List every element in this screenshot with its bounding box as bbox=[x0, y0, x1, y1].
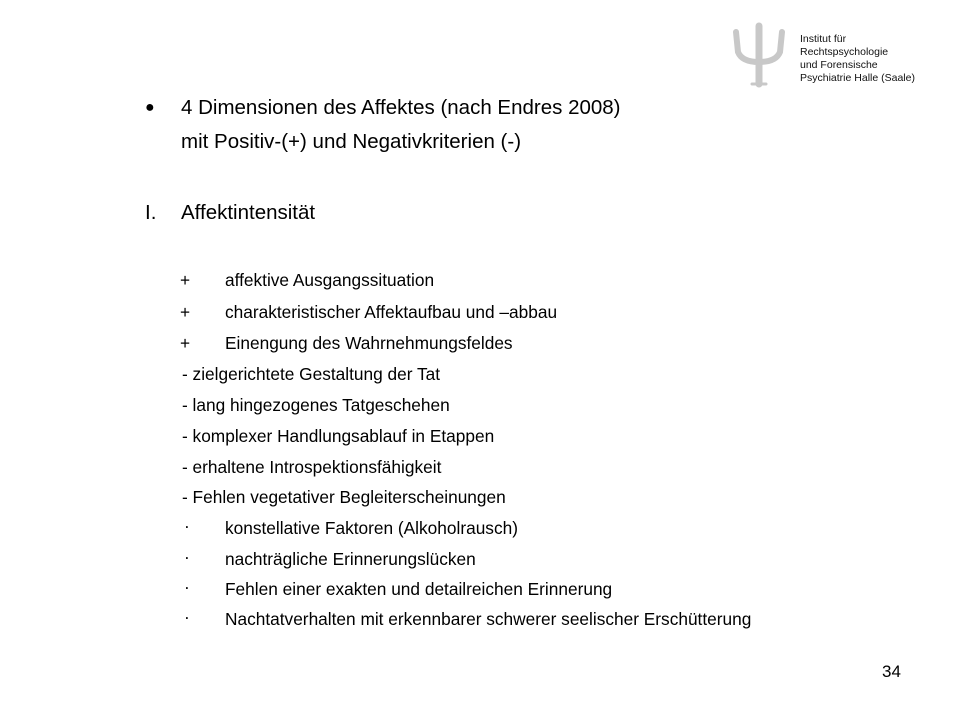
psi-logo-icon bbox=[728, 22, 790, 88]
neutral-marker: · bbox=[184, 607, 190, 627]
neutral-criterion: konstellative Faktoren (Alkoholrausch) bbox=[225, 518, 518, 538]
section-title: Affektintensität bbox=[181, 201, 316, 224]
heading-bullet-icon: ● bbox=[145, 99, 155, 116]
positive-marker: + bbox=[180, 333, 191, 353]
neutral-marker: · bbox=[184, 577, 190, 597]
neutral-criterion: nachträgliche Erinnerungslücken bbox=[225, 549, 476, 569]
positive-criterion: Einengung des Wahrnehmungsfeldes bbox=[225, 333, 513, 353]
page-number: 34 bbox=[882, 662, 901, 681]
negative-criterion: - erhaltene Introspektionsfähigkeit bbox=[182, 457, 442, 477]
heading-line-1: 4 Dimensionen des Affektes (nach Endres 2008) bbox=[181, 96, 621, 119]
negative-criterion: - komplexer Handlungsablauf in Etappen bbox=[182, 426, 495, 446]
institute-line: Rechtspsychologie bbox=[800, 46, 889, 58]
neutral-criterion: Fehlen einer exakten und detailreichen Erinnerung bbox=[225, 579, 613, 599]
negative-criterion: - lang hingezogenes Tatgeschehen bbox=[182, 395, 450, 415]
positive-marker: + bbox=[180, 270, 191, 290]
negative-criterion: - Fehlen vegetativer Begleiterscheinungen bbox=[182, 487, 506, 507]
neutral-criterion: Nachtatverhalten mit erkennbarer schwerer seelischer Erschütterung bbox=[225, 609, 752, 629]
positive-criterion: charakteristischer Affektaufbau und –abbau bbox=[225, 302, 558, 322]
positive-marker: + bbox=[180, 302, 191, 322]
institute-line: Psychiatrie Halle (Saale) bbox=[800, 72, 915, 84]
institute-line: und Forensische bbox=[800, 59, 878, 71]
negative-criterion: - zielgerichtete Gestaltung der Tat bbox=[182, 364, 441, 384]
neutral-marker: · bbox=[184, 547, 190, 567]
neutral-marker: · bbox=[184, 516, 190, 536]
institute-name bbox=[800, 33, 915, 85]
positive-criterion: affektive Ausgangssituation bbox=[225, 270, 435, 290]
heading-line-2: mit Positiv-(+) und Negativkriterien (-) bbox=[181, 130, 522, 153]
section-number: I. bbox=[145, 201, 157, 224]
institute-line: Institut für bbox=[800, 33, 847, 45]
